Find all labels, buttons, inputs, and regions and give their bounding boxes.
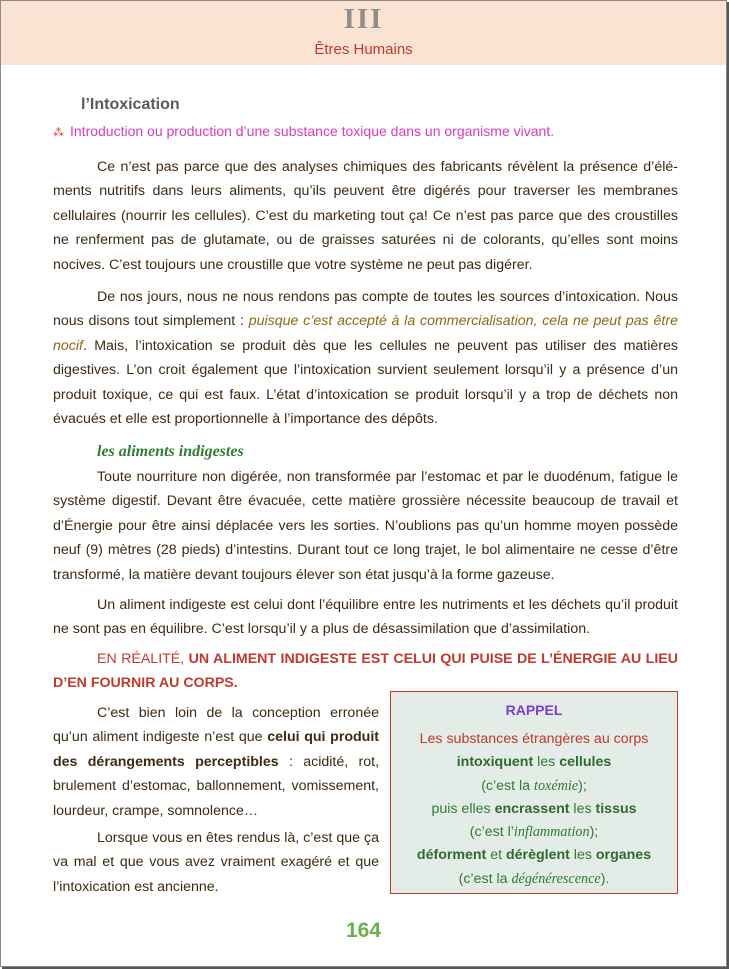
rappel-word: les — [569, 800, 596, 817]
paragraph-7-text: Lorsque vous en êtes rendus là, c’est que ça va mal et que vous avez vraiment exagéré et que l’intoxication est ancienne. — [53, 830, 379, 895]
paragraph-6 — [53, 701, 379, 823]
rappel-word: (c’est la — [458, 870, 512, 887]
rappel-body — [391, 728, 677, 891]
paragraph-1 — [53, 155, 678, 277]
paragraph-1-text: Ce n’est pas parce que des analyses chimiques des fabricants révèlent la présence d’éléments nutritifs dans leurs aliments, qu’ils peuvent être digérés pour traverser les membranes cellulaires (nourrir les cellules). C’est du marketing tout ça! Ce n’est pas parce que des croustilles ne renferment pas de glutamate, ou de graisses saturées ni de colorants, qu’elles sont moins nocives. C’est toujours une croustille que votre système ne peut pas digérer. — [53, 159, 678, 273]
rappel-line-6 — [391, 844, 677, 867]
sub-heading: les aliments indigestes — [97, 443, 244, 460]
paragraph-6-bold: celui qui produit des dérangements perceptibles — [53, 729, 380, 770]
paragraph-5-emphasis — [53, 647, 678, 696]
rappel-box — [390, 691, 678, 894]
paragraph-6-start: C’est bien loin de la conception erronée qu’un aliment indigeste n’est que — [53, 705, 379, 746]
rappel-word: encrassent — [494, 800, 570, 817]
paragraph-2 — [53, 285, 678, 431]
rappel-line-4 — [391, 798, 677, 821]
rappel-title: RAPPEL — [505, 702, 563, 718]
rappel-word: puis elles — [431, 800, 495, 817]
chapter-number: III — [343, 3, 384, 35]
paragraph-4-text: Un aliment indigeste est celui dont l’équilibre entre les nutriments et les déchets qu’il produit ne sont pas en équilibre. C’est lorsqu’il y a plus de désassimilation que d’assimilation. — [53, 597, 678, 638]
rappel-word: intoxiquent — [456, 754, 534, 771]
rappel-word: tissus — [595, 800, 637, 817]
rappel-word: les — [569, 847, 596, 864]
paragraph-3 — [53, 465, 678, 587]
rappel-word: dérèglent — [506, 847, 570, 864]
rappel-word: (c’est l’ — [469, 824, 514, 841]
paragraph-2-start: De nos jours, nous ne nous rendons pas compte de toutes les sources d’intoxication. Nous nous disons tout simplement : — [53, 289, 678, 330]
paragraph-6-end: : acidité, rot, brulement d’estomac, ballonnement, vomissement, lourdeur, crampe, somnolence… — [53, 753, 380, 819]
rappel-line-7 — [391, 868, 677, 891]
chapter-title: Êtres Humains — [314, 41, 413, 58]
chapter-header — [1, 1, 726, 65]
paragraph-5-lead: EN RÉALITÉ, — [97, 651, 189, 667]
page-number: 164 — [345, 919, 382, 942]
definition-text: Introduction ou production d’une substance toxique dans un organisme vivant. — [70, 123, 555, 139]
rappel-line-5 — [391, 821, 677, 844]
rappel-term: inflammation — [513, 824, 590, 841]
rappel-word: les — [533, 754, 560, 771]
rappel-term: dégénérescence — [511, 870, 601, 887]
definition — [53, 123, 554, 139]
rappel-line-1: Les substances étrangères au corps — [419, 731, 649, 747]
paragraph-4 — [53, 593, 678, 642]
section-title: l’Intoxication — [81, 96, 180, 113]
paragraph-7 — [53, 826, 379, 899]
paragraph-2-end: . Mais, l’intoxication se produit dès que les cellules ne peuvent pas utiliser des matières digestives. L’on croit également que l’intoxication survient seulement lorsqu’il y a présence d’un produit toxique, ce qui est faux. L’état d’intoxication se produit lorsqu’il y a trop de déchets non évacués et elle est proportionnelle à l’importance des dépôts. — [53, 337, 678, 428]
paragraph-3-text: Toute nourriture non digérée, non transformée par l’estomac et par le duodénum, fatigue le système digestif. Devant être évacuée, cette matière grossière nécessite beaucoup de travail et d’Énergie pour être ainsi déplacée vers les sorties. N’oublions pas qu’un homme moyen possède neuf (9) mètres (28 pieds) d’intestins. Durant tout ce long trajet, le bol alimentaire ne cesse d’être transformé, la matière devant toujours élever son état jusqu’à la forme gazeuse. — [53, 469, 678, 583]
rappel-word: organes — [595, 847, 652, 864]
rappel-word: et — [486, 847, 506, 864]
rappel-word: (c’est la — [481, 777, 535, 794]
rappel-word: ); — [578, 777, 587, 794]
paragraph-5-bold: UN ALIMENT INDIGESTE EST CELUI QUI PUISE DE L’ÉNERGIE AU LIEU D’EN FOURNIR AU CORPS. — [53, 651, 678, 692]
rappel-word: déforment — [416, 847, 487, 864]
rappel-term: toxémie — [534, 777, 579, 794]
rappel-word: cellules — [559, 754, 612, 771]
paragraph-2-quote: puisque c’est accepté à la commercialisation, cela ne peut pas être nocif — [53, 313, 678, 354]
asterism-icon: ⁂ — [53, 127, 64, 139]
rappel-line-3 — [391, 775, 677, 798]
rappel-word: ). — [600, 870, 610, 887]
rappel-word: ); — [589, 824, 599, 841]
rappel-line-2 — [391, 751, 677, 774]
